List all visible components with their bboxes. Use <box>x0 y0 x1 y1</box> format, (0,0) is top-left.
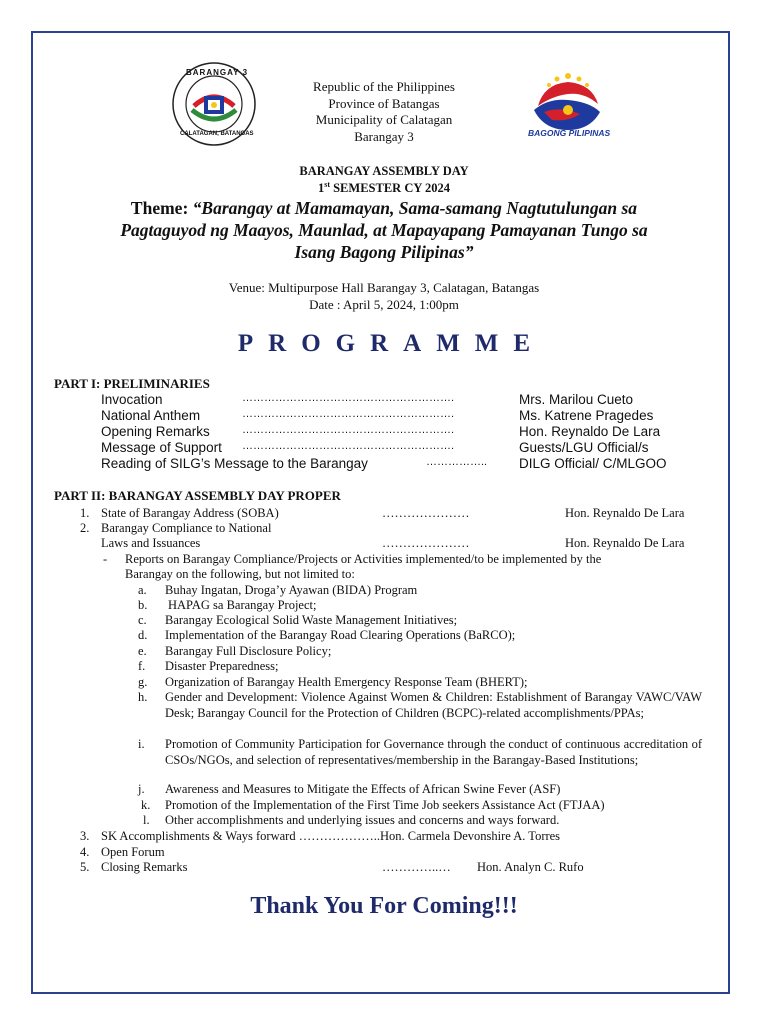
header-barangay: Barangay 3 <box>354 128 414 144</box>
part2-item-label: Barangay Compliance to National <box>101 521 272 535</box>
part2-item-person: Hon. Reynaldo De Lara <box>565 506 685 520</box>
theme-line-1: Theme: “Barangay at Mamamayan, Sama-samang Nagtutulungan sa <box>130 198 638 218</box>
subitem-text: Awareness and Measures to Mitigate the Effects of African Swine Fever (ASF) <box>165 782 561 796</box>
part2-item-label: State of Barangay Address (SOBA) <box>101 506 279 520</box>
subitem-letter: b. <box>138 598 148 612</box>
part1-item-person: Hon. Reynaldo De Lara <box>519 424 661 439</box>
part2-item-dots: …………..… <box>382 860 451 874</box>
part1-item-person: DILG Official/ C/MLGOO <box>519 456 667 471</box>
subitem-text: Promotion of Community Participation for Governance through the conduct of continuous accreditation of CSOs/NGOs, and selection of representatives/membership in the Barangay-Based Institutions; <box>165 737 702 767</box>
header-republic: Republic of the Philippines <box>313 79 455 94</box>
reports-dash: - <box>103 552 108 566</box>
theme-line-3: Isang Bagong Pilipinas” <box>294 242 474 262</box>
part1-item-dots: …………………………………………………. <box>242 424 455 436</box>
part1-item-label: Reading of SILG’s Message to the Barangay <box>101 456 368 471</box>
reports-text: Barangay on the following, but not limited to: <box>125 567 355 581</box>
subitem-letter: j. <box>138 782 145 796</box>
part2-item-sk: SK Accomplishments & Ways forward ………………..Hon. Carmela Devonshire A. Torres <box>101 829 561 843</box>
subitem-letter: f. <box>138 659 146 673</box>
part1-item-dots: …………….. <box>426 456 488 468</box>
venue: Venue: Multipurpose Hall Barangay 3, Calatagan, Batangas <box>228 280 540 295</box>
subitem-letter: g. <box>138 675 148 689</box>
part2-item-person: Hon. Analyn C. Rufo <box>477 860 584 874</box>
part2-item-num: 1. <box>80 506 90 520</box>
part2-item-num: 5. <box>80 860 90 874</box>
part1-item-dots: …………………………………………………. <box>242 440 455 452</box>
event-title: BARANGAY ASSEMBLY DAY <box>299 164 469 178</box>
part2-item-num: 3. <box>80 829 90 843</box>
part1-item-dots: …………………………………………………. <box>242 392 455 404</box>
part1-item-label: Message of Support <box>101 440 222 455</box>
subitem-text: Disaster Preparedness; <box>165 659 279 673</box>
part2-item-open-forum: Open Forum <box>101 845 165 859</box>
subitem-text: Implementation of the Barangay Road Clearing Operations (BaRCO); <box>165 628 516 642</box>
subitem-letter: c. <box>138 613 147 627</box>
seal-top-text: BARANGAY 3 <box>186 68 249 77</box>
closing-thank-you: Thank You For Coming!!! <box>250 893 518 919</box>
part2-item-dots: ………………… <box>382 506 470 520</box>
part1-item-person: Ms. Katrene Pragedes <box>519 408 654 423</box>
part1-item-person: Mrs. Marilou Cueto <box>519 392 634 407</box>
subitem-letter: h. <box>138 690 148 704</box>
subitem-letter: i. <box>138 737 145 751</box>
seal-bottom-text: CALATAGAN, BATANGAS <box>180 131 254 137</box>
part1-item-label: Opening Remarks <box>101 424 210 439</box>
bagong-pilipinas-label: BAGONG PILIPINAS <box>528 128 611 138</box>
date: Date : April 5, 2024, 1:00pm <box>309 297 459 312</box>
part1-item-dots: …………………………………………………. <box>242 408 455 420</box>
subitem-letter: a. <box>138 583 147 597</box>
subitem-text: Other accomplishments and underlying issues and concerns and ways forward. <box>165 813 560 827</box>
part2-heading: PART II: BARANGAY ASSEMBLY DAY PROPER <box>54 488 341 503</box>
part2-item-label: Closing Remarks <box>101 860 188 874</box>
subitem-letter: e. <box>138 644 147 658</box>
part1-item-label: Invocation <box>101 392 163 407</box>
theme-line-2: Pagtaguyod ng Maayos, Maunlad, at Mapayapang Pamayanan Tungo sa <box>120 220 648 240</box>
subitem-text: Promotion of the Implementation of the First Time Job seekers Assistance Act (FTJAA) <box>165 798 605 812</box>
part2-item-person: Hon. Reynaldo De Lara <box>565 536 685 550</box>
subitem-letter: k. <box>141 798 151 812</box>
part2-item-label: Laws and Issuances <box>101 536 201 550</box>
programme-title: PROGRAMME <box>237 330 546 357</box>
part2-item-num: 4. <box>80 845 90 859</box>
part2-item-num: 2. <box>80 521 90 535</box>
subitem-text: Barangay Full Disclosure Policy; <box>165 644 332 658</box>
header-province: Province of Batangas <box>328 95 440 111</box>
subitem-text: Organization of Barangay Health Emergency Response Team (BHERT); <box>165 675 528 689</box>
subitem-letter: d. <box>138 628 148 642</box>
subitem-text: Gender and Development: Violence Against Women & Children: Establishment of Barangay VAWC/VAW Desk; Barangay Council for the Protection of Children (BCPC)-related accomplishments/PPAs; <box>165 690 702 720</box>
subitem-letter: l. <box>143 813 150 827</box>
subitem-text: HAPAG sa Barangay Project; <box>168 598 317 612</box>
reports-text: Reports on Barangay Compliance/Projects or Activities implemented/to be implemented by the <box>125 552 602 566</box>
event-semester: 1st SEMESTER CY 2024 <box>317 180 451 196</box>
header-municipality: Municipality of Calatagan <box>315 112 453 127</box>
subitem-text: Barangay Ecological Solid Waste Management Initiatives; <box>165 613 458 627</box>
part1-item-label: National Anthem <box>101 408 201 423</box>
subitem-text: Buhay Ingatan, Droga’y Ayawan (BIDA) Program <box>165 583 418 597</box>
part1-heading: PART I: PRELIMINARIES <box>54 376 210 391</box>
part1-item-person: Guests/LGU Official/s <box>519 440 649 455</box>
part2-item-dots: ………………… <box>382 536 470 550</box>
